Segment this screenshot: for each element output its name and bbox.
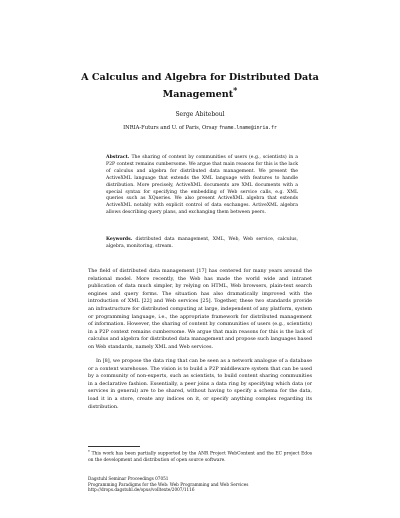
dagstuhl-line-1: Dagstuhl Seminar Proceedings 07051 bbox=[88, 476, 169, 481]
paper-title-text: A Calculus and Algebra for Distributed Data Management bbox=[81, 72, 319, 101]
dagstuhl-url[interactable]: http://drops.dagstuhl.de/opus/volltexte/2007/1116 bbox=[88, 487, 195, 493]
body-paragraph-2 bbox=[88, 358, 312, 411]
title-footnote-mark: * bbox=[233, 85, 238, 95]
body-paragraph-1: The field of distributed data management [17] has centered for many years around the relational model. More recently, the Web has made the world wide and intranet publication of data much simpler, by relying on HTML, Web browsers, plain-text search engines and query forms. The situation has also dramatically improved with the introduction of XML [22] and Web services [25]. Together, these two standards provide an infrastructure for distributed computing at large, independent of any platform, system or programming language, i.e., the appropriate framework for distributed management of information. However, the sharing of content by communities of users (e.g., scientists) in a P2P context remains cumbersome. We argue that main reasons for this is the lack of calculus and algebra for distributed data management and propose such languages based on Web standards, namely XML and Web services. bbox=[88, 268, 312, 350]
footnote-mark: * bbox=[88, 449, 90, 454]
body-paragraph-2-text: In [8], we propose the data ring that can be seen as a network analogue of a database or a content warehouse. The vision is to build a P2P middleware system that can be used by a community of non-experts, such as scientists, to build content sharing communities in a declarative fashion. Essentially, a peer joins a data ring by specifying which data (or services in general) are to be shared, without having to specify a schema for the data, load it in a store, create any indices on it, or specify anything complex regarding its distribution. bbox=[88, 358, 312, 410]
affiliation-text: INRIA-Futurs and U. of Paris, Orsay bbox=[123, 125, 218, 131]
abstract-text: The sharing of content by communities of users (e.g., scientists) in a P2P context remains cumbersome. We argue that main reasons for this is the lack of calculus and algebra for distributed data management. We present the ActiveXML language that extends the XML language with features to handle distribution. More precisely, ActiveXML documents are XML documents with a special syntax for specifying the embedding of Web service calls, e.g. XML queries such as XQueries. We also present ActiveXML algebra that extends ActiveXML notably with explicit control of data exchanges. ActiveXML algebra allows describing query plans, and exchanging them between peers. bbox=[106, 155, 298, 216]
abstract bbox=[106, 155, 298, 217]
author-email: fname.lname@inria.fr bbox=[219, 126, 277, 131]
author-affiliation bbox=[60, 125, 340, 132]
keywords-text: distributed data management, XML, Web, Web service, calculus, algebra, monitoring, stream. bbox=[106, 237, 298, 249]
footnote-rule bbox=[88, 446, 140, 447]
keywords bbox=[106, 237, 298, 251]
dagstuhl-info bbox=[88, 476, 312, 493]
dagstuhl-line-2: Programming Paradigms for the Web: Web Programming and Web Services bbox=[88, 481, 249, 487]
footnote bbox=[88, 449, 312, 464]
author-name: Serge Abiteboul bbox=[175, 111, 225, 118]
abstract-label: Abstract. bbox=[106, 155, 130, 160]
paper-title bbox=[60, 71, 340, 101]
footnote-text: This work has been partially supported by the ANR Project WebContent and the EC project Edos on the development and distribution of open source software. bbox=[88, 451, 312, 463]
keywords-label: Keywords. bbox=[106, 237, 133, 242]
